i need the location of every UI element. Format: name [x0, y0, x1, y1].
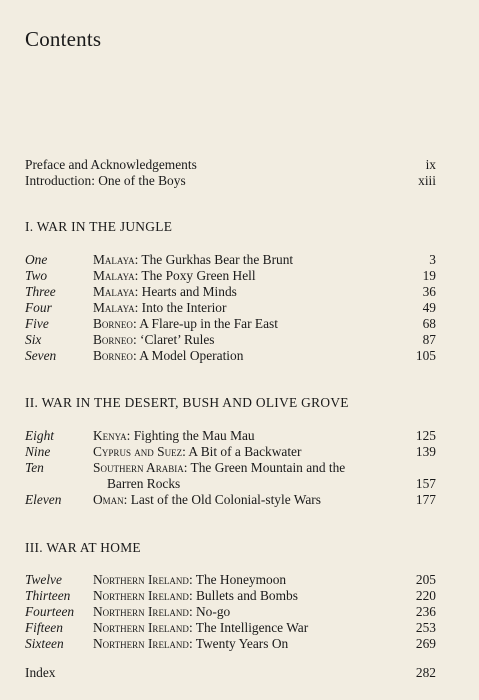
chapter-subtitle: : A Flare-up in the Far East [132, 316, 278, 331]
chapter-number: Nine [25, 444, 51, 459]
chapter-region: Malaya [93, 252, 135, 267]
chapter-row [0, 444, 479, 460]
chapter-title [93, 284, 237, 300]
chapter-region: Northern Ireland [93, 572, 189, 587]
chapter-number: Two [25, 268, 48, 283]
chapter-page: 36 [422, 284, 436, 299]
chapter-page: 49 [422, 300, 436, 315]
chapter-page: 269 [415, 636, 436, 651]
front-matter-label: Preface and Acknowledgements [25, 157, 197, 172]
chapter-subtitle: : Into the Interior [134, 300, 227, 315]
page-title: Contents [25, 27, 102, 51]
index-label: Index [25, 665, 56, 680]
part-heading-3: III. WAR AT HOME [25, 540, 141, 555]
chapter-title [93, 444, 301, 460]
chapter-page: 19 [422, 268, 436, 283]
chapter-title [93, 300, 226, 316]
chapter-region: Northern Ireland [93, 620, 189, 635]
chapter-page: 139 [415, 444, 436, 459]
chapter-page: 105 [415, 348, 436, 363]
chapter-row [0, 332, 479, 348]
chapter-number: Fourteen [25, 604, 75, 619]
part-1-chapters [0, 252, 479, 364]
chapter-title [93, 460, 345, 476]
front-matter-page: xiii [418, 173, 436, 188]
chapter-number: Sixteen [25, 636, 64, 651]
chapter-title-continuation: Barren Rocks [107, 476, 181, 491]
chapter-row [0, 284, 479, 300]
chapter-row [0, 604, 479, 620]
chapter-number: Twelve [25, 572, 62, 587]
chapter-subtitle: : The Intelligence War [188, 620, 309, 635]
front-matter-page: ix [425, 157, 436, 172]
chapter-row [0, 252, 479, 268]
chapter-region: Southern Arabia [93, 460, 184, 475]
chapter-page: 205 [415, 572, 436, 587]
chapter-subtitle: : A Model Operation [132, 348, 244, 363]
chapter-subtitle: : Twenty Years On [188, 636, 289, 651]
chapter-title [93, 636, 288, 652]
chapter-subtitle: : The Poxy Green Hell [134, 268, 256, 283]
chapter-page: 220 [415, 588, 436, 603]
chapter-title [93, 572, 286, 588]
chapter-subtitle: : Bullets and Bombs [188, 588, 298, 603]
chapter-number: Eleven [25, 492, 62, 507]
chapter-page: 125 [415, 428, 436, 443]
chapter-region: Northern Ireland [93, 604, 189, 619]
chapter-row [0, 268, 479, 284]
chapter-number: Three [25, 284, 56, 299]
chapter-page: 253 [415, 620, 436, 635]
chapter-subtitle: : Last of the Old Colonial-style Wars [123, 492, 321, 507]
chapter-region: Malaya [93, 300, 135, 315]
chapter-region: Malaya [93, 268, 135, 283]
chapter-region: Kenya [93, 428, 127, 443]
chapter-row [0, 460, 479, 492]
chapter-region: Cyprus and Suez [93, 444, 183, 459]
front-matter-introduction [25, 173, 436, 189]
chapter-title [93, 268, 256, 284]
index-page: 282 [415, 665, 436, 680]
chapter-title [93, 332, 215, 348]
chapter-title [93, 492, 321, 508]
chapter-subtitle: : The Gurkhas Bear the Brunt [134, 252, 294, 267]
chapter-row [0, 300, 479, 316]
chapter-row [0, 316, 479, 332]
chapter-number: Thirteen [25, 588, 71, 603]
part-2-chapters [0, 428, 479, 508]
chapter-region: Borneo [93, 316, 133, 331]
chapter-title [93, 316, 278, 332]
chapter-row [0, 492, 479, 508]
chapter-number: Eight [25, 428, 55, 443]
chapter-region: Oman [93, 492, 124, 507]
front-matter-label: Introduction: One of the Boys [25, 173, 186, 188]
chapter-number: Four [25, 300, 52, 315]
chapter-number: Fifteen [25, 620, 63, 635]
chapter-region: Northern Ireland [93, 588, 189, 603]
front-matter-preface [25, 157, 436, 173]
index-entry [25, 665, 436, 681]
chapter-page: 3 [429, 252, 436, 267]
chapter-subtitle: : Hearts and Minds [134, 284, 237, 299]
part-heading-2: II. WAR IN THE DESERT, BUSH AND OLIVE GROVE [25, 395, 349, 410]
chapter-subtitle: : ‘Claret’ Rules [132, 332, 215, 347]
chapter-title [93, 620, 308, 636]
chapter-subtitle: : A Bit of a Backwater [182, 444, 302, 459]
chapter-page: 157 [415, 476, 436, 491]
chapter-number: Six [25, 332, 42, 347]
chapter-number: Five [25, 316, 49, 331]
chapter-row [0, 572, 479, 588]
chapter-page: 68 [422, 316, 436, 331]
chapter-row [0, 620, 479, 636]
part-3-chapters [0, 572, 479, 652]
chapter-number: One [25, 252, 48, 267]
chapter-title [93, 588, 298, 604]
chapter-subtitle: : The Green Mountain and the [183, 460, 346, 475]
chapter-region: Borneo [93, 348, 133, 363]
chapter-row [0, 636, 479, 652]
chapter-title [93, 428, 255, 444]
chapter-row [0, 588, 479, 604]
chapter-title [93, 348, 243, 364]
chapter-subtitle: : The Honeymoon [188, 572, 287, 587]
chapter-title [93, 604, 230, 620]
chapter-subtitle: : Fighting the Mau Mau [126, 428, 255, 443]
part-heading-1: I. WAR IN THE JUNGLE [25, 219, 173, 234]
chapter-number: Ten [25, 460, 44, 475]
chapter-region: Malaya [93, 284, 135, 299]
chapter-page: 177 [415, 492, 436, 507]
chapter-row [0, 348, 479, 364]
chapter-region: Borneo [93, 332, 133, 347]
chapter-region: Northern Ireland [93, 636, 189, 651]
chapter-subtitle: : No-go [188, 604, 231, 619]
chapter-row [0, 428, 479, 444]
chapter-page: 236 [415, 604, 436, 619]
chapter-title [93, 252, 293, 268]
chapter-number: Seven [25, 348, 57, 363]
chapter-page: 87 [422, 332, 436, 347]
